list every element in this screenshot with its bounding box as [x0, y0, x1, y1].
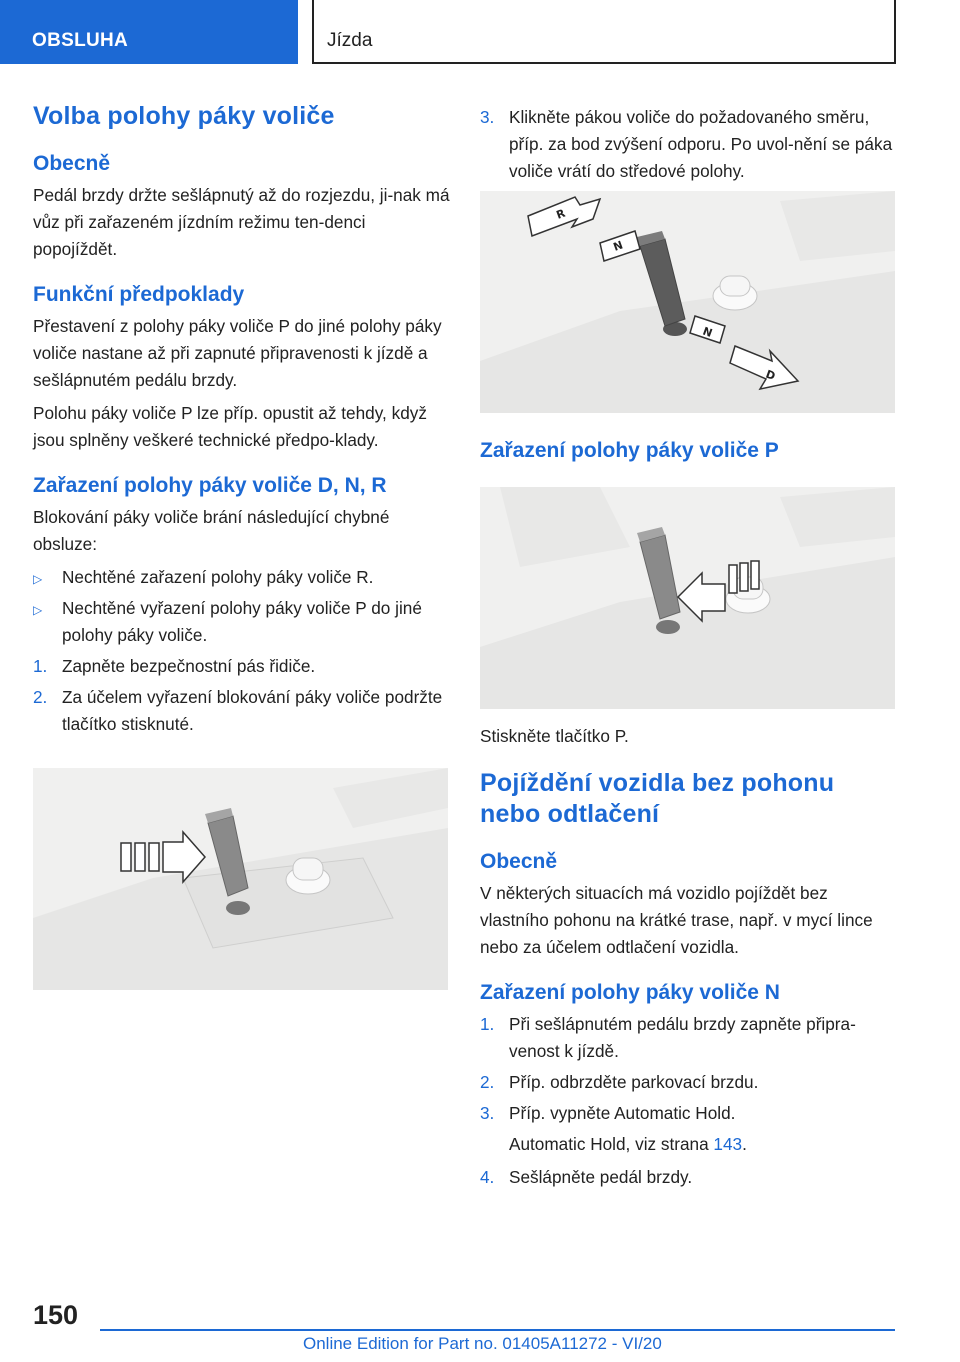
n-steps-list [480, 1011, 900, 1127]
triangle-bullet-icon: ▷ [33, 572, 43, 586]
list-item [33, 564, 453, 591]
p-text: Stiskněte tlačítko P. [480, 726, 629, 746]
step-number: 2. [480, 1072, 495, 1092]
prereq-text-2: Polohu páky voliče P lze příp. opustit až tehdy, když jsou splněny veškeré technické předpo-klady. [33, 403, 427, 450]
selector-direction-illustration [480, 191, 895, 413]
page-link[interactable]: 143 [713, 1134, 743, 1154]
automatic-hold-note [480, 1131, 900, 1158]
list-item [480, 1069, 900, 1096]
towing-general-text: V některých situacích má vozidlo pojíždět bez vlastního pohonu na krátké trase, např. v mycí lince nebo za účelem odtlačení vozidla. [480, 883, 873, 957]
page-number: 150 [33, 1300, 79, 1330]
list-item-text: Příp. odbrzděte parkovací brzdu. [509, 1072, 759, 1092]
towing-general-heading: Obecně [480, 850, 558, 873]
list-item-text: Za účelem vyřazení blokování páky voliče podržte tlačítko stisknuté. [62, 687, 443, 734]
illus-label-n-lower: N [700, 324, 715, 340]
list-item-text: Při sešlápnutém pedálu brzdy zapněte připra-venost k jízdě. [509, 1014, 856, 1061]
step-number: 4. [480, 1167, 495, 1187]
section-tab: OBSLUHA [0, 0, 298, 64]
dnr-text: Blokování páky voliče brání následující chybné obsluze: [33, 507, 390, 554]
edition-footer: Online Edition for Part no. 01405A11272 - VI/20 [303, 1334, 662, 1353]
triangle-bullet-icon: ▷ [33, 603, 43, 617]
note-text: Automatic Hold, viz strana [509, 1134, 714, 1154]
bullet-list [33, 564, 453, 649]
general-heading: Obecně [33, 152, 111, 175]
right-column [480, 104, 900, 1195]
list-item-text: Nechtěné zařazení polohy páky voliče R. [62, 567, 374, 587]
step-number: 3. [480, 1103, 495, 1123]
list-item-text: Příp. vypněte Automatic Hold. [509, 1103, 736, 1123]
illus-label-r: R [554, 206, 567, 222]
step-number: 2. [33, 687, 48, 707]
list-item-text: Sešlápněte pedál brzdy. [509, 1167, 693, 1187]
list-item [480, 1100, 900, 1127]
p-button-illustration [480, 487, 895, 709]
step-number: 1. [33, 656, 48, 676]
chapter-header: Jízda [312, 0, 896, 64]
step-number: 1. [480, 1014, 495, 1034]
page-title: Volba polohy páky voliče [33, 102, 335, 130]
n-steps-list-cont [480, 1164, 900, 1191]
p-heading: Zařazení polohy páky voliče P [480, 439, 779, 462]
selector-unlock-illustration [33, 768, 448, 990]
list-item [33, 684, 453, 738]
n-heading: Zařazení polohy páky voliče N [480, 981, 780, 1004]
prereq-text-1: Přestavení z polohy páky voliče P do jiné polohy páky voliče nastane až při zapnuté připravenosti k jízdě a sešlápnutém pedálu brzdy. [33, 316, 442, 390]
list-item [480, 1164, 900, 1191]
towing-title: Pojíždění vozidla bez pohonu nebo odtlačení [480, 769, 835, 828]
list-item [480, 104, 900, 185]
note-suffix: . [742, 1134, 747, 1154]
illus-label-d: D [763, 367, 778, 383]
list-item-text: Nechtěné vyřazení polohy páky voliče P do jiné polohy páky voliče. [62, 598, 422, 645]
dnr-heading: Zařazení polohy páky voliče D, N, R [33, 474, 387, 497]
footer-divider [100, 1329, 895, 1331]
list-item [480, 1011, 900, 1065]
steps-list [33, 653, 453, 738]
steps-list-cont [480, 104, 900, 185]
step-number: 3. [480, 107, 495, 127]
general-text: Pedál brzdy držte sešlápnutý až do rozjezdu, ji-nak má vůz při zařazeném jízdním režimu ten-denci popojíždět. [33, 185, 450, 259]
illus-label-n-upper: N [611, 238, 625, 254]
list-item [33, 595, 453, 649]
prereq-heading: Funkční předpoklady [33, 283, 245, 306]
list-item-text: Klikněte pákou voliče do požadovaného směru, příp. za bod zvýšení odporu. Po uvol-nění se páka voliče vrátí do středové polohy. [509, 107, 893, 181]
left-column [33, 100, 453, 1004]
list-item [33, 653, 453, 680]
list-item-text: Zapněte bezpečnostní pás řidiče. [62, 656, 316, 676]
